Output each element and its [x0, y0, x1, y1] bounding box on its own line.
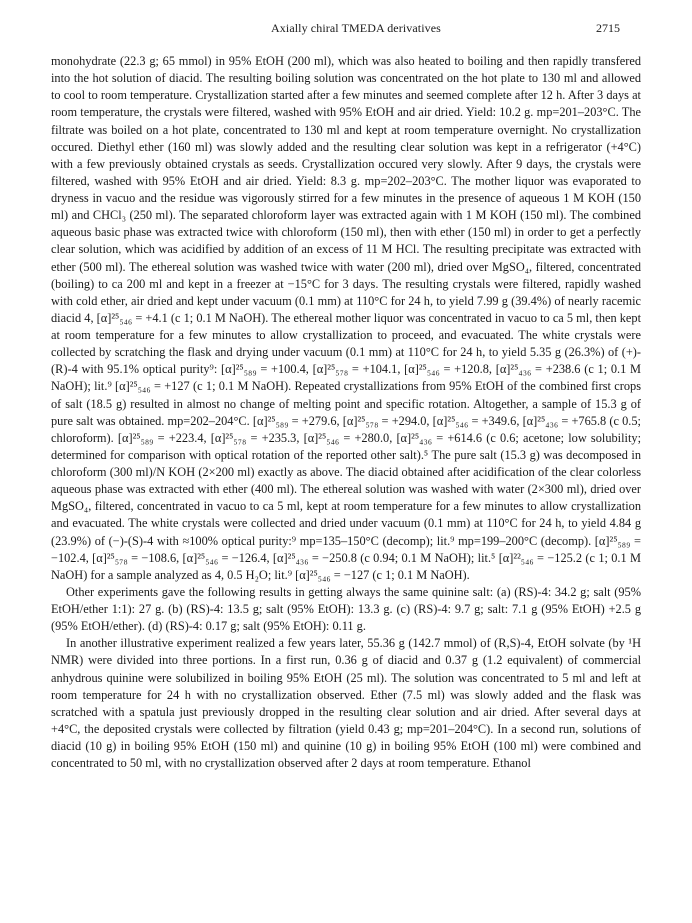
- paragraph-other-experiments: Other experiments gave the following results in getting always the same quinine salt: (a) (RS)-4: 34.2 g; salt (95% EtOH/ether 1:1): 27 g. (b) (RS)-4: 13.5 g; salt (95% EtOH): 13.3 g. (c) (RS)-4: 9.7 g; salt: 7.1 g (95% EtOH) +2.5 g (95% EtOH/ether). (d) (RS)-4: 0.17 g; salt (95% EtOH): 0.11 g.: [51, 584, 641, 634]
- article-body: [51, 53, 641, 772]
- paragraph-experimental-continued: monohydrate (22.3 g; 65 mmol) in 95% EtOH (200 ml), which was also heated to boiling and then rapidly transfered into the hot solution of diacid. The resulting boiling solution was concentrated on the hot plate to 130 ml and allowed to cool to room temperature. Crystallization started after a few minutes and seemed complete after 12 h. After 3 days at room temperature, the crystals were filtered, washed with 95% EtOH and air dried. Yield: 10.2 g. mp=201–203°C. The filtrate was boiled on a hot plate, concentrated to 130 ml and kept at room temperature overnight. No crystallization occured. Diethyl ether (160 ml) was slowly added and the resulting clear solution was kept in a refrigerator (+4°C) with a few previously obtained crystals as seeds. Crystallization occured very slowly. After 9 days, the crystals were filtered, washed with 95% EtOH and air dried. Yield: 8.3 g. mp=202–203°C. The mother liquor was evaporated to dryness in vacuo and the residue was vigorously stirred for a few minutes in the presence of aqueous 1 M KOH (150 ml) and CHCl₃ (250 ml). The separated chloroform layer was extracted again with 1 M KOH (150 ml). The combined aqueous basic phase was extracted twice with chloroform (150 ml), then with ether (150 ml) in order to get a perfectly clear solution, which was acidified by addition of an excess of 11 M HCl. The resulting precipitate was extracted with ether (500 ml). The ethereal solution was washed twice with water (200 ml), dried over MgSO₄, filtered, concentrated (boiling) to ca 200 ml and kept in a freezer at −15°C for 3 days. The resulting crystals were filtered, rapidly washed with cold ether, air dried and kept under vacuum (0.1 mm) at 110°C for 24 h, to yield 7.99 g (39.4%) of nearly racemic diacid 4, [α]²⁵₅₄₆ = +4.1 (c 1; 0.1 M NaOH). The ethereal mother liquor was concentrated in vacuo to ca 5 ml, then kept at room temperature for a few minutes to allow crystallization to proceed, and evacuated. The white crystals were collected by scratching the flask and drying under vacuum (0.1 mm) at 110°C for 24 h, to yield 5.35 g (26.3%) of (+)-(R)-4 with 95.1% optical purity⁹: [α]²⁵₅₈₉ = +100.4, [α]²⁵₅₇₈ = +104.1, [α]²⁵₅₄₆ = +120.8, [α]²⁵₄₃₆ = +238.6 (c 1; 0.1 M NaOH); lit.⁹ [α]²⁵₅₄₆ = +127 (c 1; 0.1 M NaOH). Repeated crystallizations from 95% EtOH of the combined first crops of salt (18.5 g) resulted in almost no change of melting point and specific rotation. Altogether, a sample of 15.3 g of pure salt was obtained. mp=202–204°C. [α]²⁵₅₈₉ = +279.6, [α]²⁵₅₇₈ = +294.0, [α]²⁵₅₄₆ = +349.6, [α]²⁵₄₃₆ = +765.8 (c 0.5; chloroform). [α]²⁵₅₈₉ = +223.4, [α]²⁵₅₇₈ = +235.3, [α]²⁵₅₄₆ = +280.0, [α]²⁵₄₃₆ = +614.6 (c 0.6; acetone; low solubility; determined for comparison with optical rotation of the reported other salt).⁵ The pure salt (15.3 g) was decomposed in chloroform (300 ml)/N KOH (2×200 ml) exactly as above. The diacid obtained after acidification of the clear colorless aqueous phase was extracted with ether (400 ml). The ethereal solution was washed with water (2×300 ml), dried over MgSO₄, filtered, concentrated in vacuo to ca 5 ml, kept at room temperature for a few minutes to allow crystallization and evacuated. The white crystals were collected and dried under vacuum (0.1 mm) at 110°C for 24 h, to yield 4.84 g (23.9%) of (−)-(S)-4 with ≈100% optical purity:⁹ mp=135–150°C (decomp); lit.⁹ mp=199–200°C (decomp). [α]²⁵₅₈₉ = −102.4, [α]²⁵₅₇₈ = −108.6, [α]²⁵₅₄₆ = −126.4, [α]²⁵₄₃₆ = −250.8 (c 0.94; 0.1 M NaOH); lit.⁵ [α]²²₅₄₆ = −125.2 (c 1; 0.1 M NaOH) for a sample analyzed as 4, 0.5 H₂O; lit.⁹ [α]²⁵₅₄₆ = −127 (c 1; 0.1 M NaOH).: [51, 54, 641, 582]
- paragraph-illustrative-experiment: In another illustrative experiment realized a few years later, 55.36 g (142.7 mmol) of (R,S)-4, EtOH solvate (by ¹H NMR) were divided into three portions. In a first run, 0.36 g of diacid and 0.37 g (1.2 equivalent) of commercial anhydrous quinine were solubilized in boiling 95% EtOH (25 ml). The solution was concentrated to 5 ml and left at room temperature for 24 h with no crystallization observed. Ether (7.5 ml) was slowly added and the flask was scratched with a spatula just previously dropped in the resulting clear solution and air dried. After several days at +4°C, the deposited crystals were collected by filtration (yield 0.43 g; mp=201–204°C). In a second run, solutions of diacid (10 g) in boiling 95% EtOH (150 ml) and quinine (10 g) in boiling 95% EtOH (100 ml) were combined and concentrated to 50 ml, with no crystallization observed after 2 days at room temperature. Ethanol: [51, 636, 641, 771]
- page-number: 2715: [596, 21, 620, 35]
- running-title: Axially chiral TMEDA derivatives: [271, 21, 441, 35]
- running-head: [92, 21, 620, 39]
